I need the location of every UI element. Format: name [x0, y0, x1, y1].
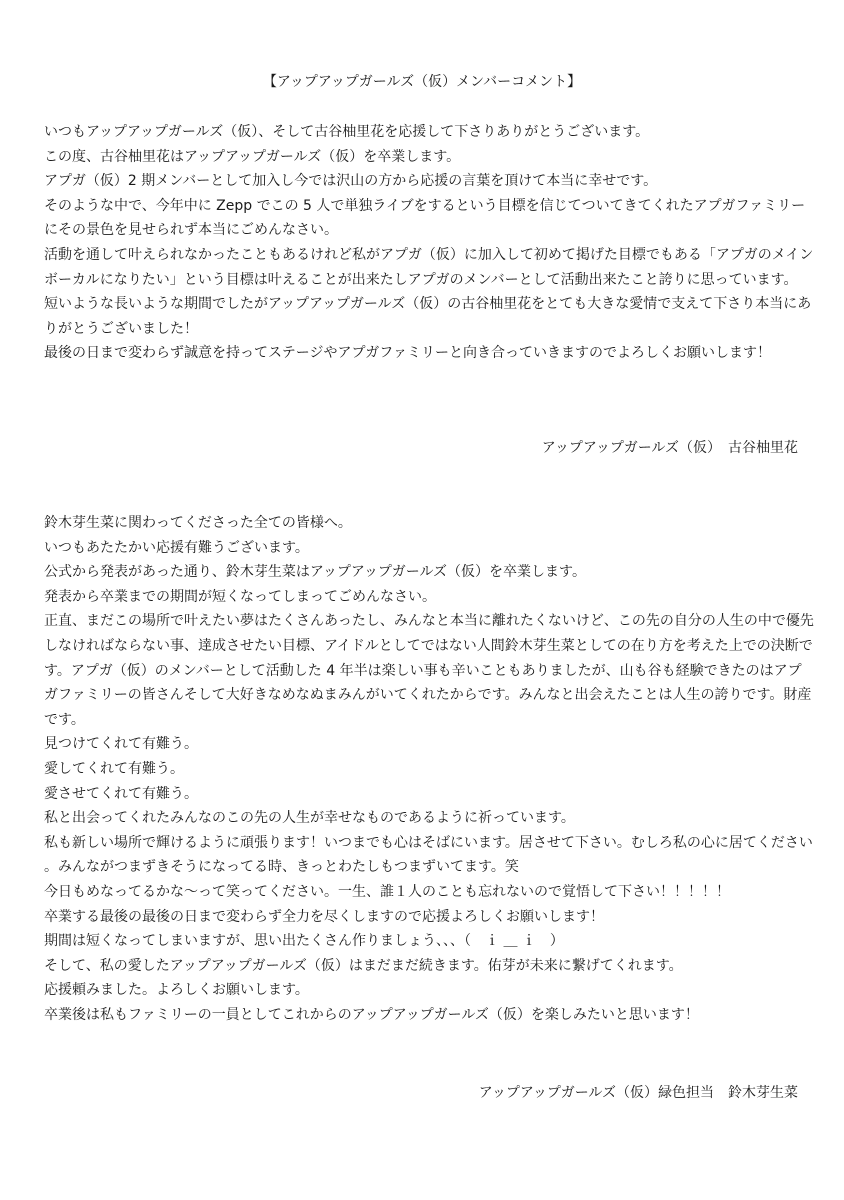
paragraph: 卒業後は私もファミリーの一員としてこれからのアップアップガールズ（仮）を楽しみたいと思います！ — [44, 1006, 699, 1023]
paragraph: そのような中で、今年中に Zepp でこの 5 人で単独ライブをするという目標を信じてついてきてくれたアプガファミリーにその景色を見せられず本当にごめんなさい。 — [44, 197, 806, 239]
paragraph: アプガ（仮）2 期メンバーとして加入し今では沢山の方から応援の言葉を頂けて本当に幸せです。 — [44, 173, 658, 190]
paragraph: いつもアップアップガールズ（仮）、そして古谷柚里花を応援して下さりありがとうございます。 — [44, 124, 650, 140]
paragraph: 愛してくれて有難う。 — [44, 760, 184, 777]
paragraph: 発表から卒業までの期間が短くなってしまってごめんなさい。 — [44, 588, 436, 605]
paragraph: 公式から発表があった通り、鈴木芽生菜はアップアップガールズ（仮）を卒業します。 — [44, 564, 586, 581]
paragraph: 今日もめなってるかな〜って笑ってください。一生、誰１人のことも忘れないので覚悟して下さい！！！！！ — [44, 883, 730, 900]
paragraph: 見つけてくれて有難う。 — [44, 736, 198, 753]
member-comment-furuya — [44, 120, 814, 366]
paragraph: 卒業する最後の最後の日まで変わらず全力を尽くしますので応援よろしくお願いします！ — [44, 908, 604, 925]
paragraph: 応援頼みました。よろしくお願いします。 — [44, 982, 309, 999]
paragraph: 私も新しい場所で輝けるように頑張ります！いつまでも心はそばにいます。居させて下さい。むしろ私の心に居てください。みんながつまずきそうになってる時、きっとわたしもつまずいてます。笑 — [44, 834, 813, 876]
paragraph: 愛させてくれて有難う。 — [44, 785, 198, 802]
signature-suzuki: アップアップガールズ（仮）緑色担当 鈴木芽生菜 — [478, 1085, 798, 1101]
paragraph: いつもあたたかい応援有難うございます。 — [44, 539, 309, 556]
paragraph: この度、古谷柚里花はアップアップガールズ（仮）を卒業します。 — [44, 148, 461, 165]
paragraph: 期間は短くなってしまいますが、思い出たくさん作りましょう、、、（ ｉ ＿ ｉ ） — [44, 933, 564, 950]
paragraph: 活動を通して叶えられなかったこともあるけれど私がアプガ（仮）に加入して初めて掲げた目標でもある「アプガのメインボーカルになりたい」という目標は叶えることが出来たしアプガのメンバーとして活動出来たこと誇りに思っています。 — [44, 246, 814, 288]
paragraph: 短いような長いような期間でしたがアップアップガールズ（仮）の古谷柚里花をとても大きな愛情で支えて下さり本当にありがとうございました！ — [44, 296, 812, 337]
paragraph: 最後の日まで変わらず誠意を持ってステージやアプガファミリーと向き合っていきますのでよろしくお願いします！ — [44, 345, 772, 362]
document-title: 【アップアップガールズ（仮）メンバーコメント】 — [262, 74, 582, 90]
paragraph: 鈴木芽生菜に関わってくださった全ての皆様へ。 — [44, 515, 352, 531]
paragraph: 私と出会ってくれたみんなのこの先の人生が幸せなものであるように祈っています。 — [44, 810, 575, 827]
paragraph: そして、私の愛したアップアップガールズ（仮）はまだまだ続きます。佑芽が未来に繋げてくれます。 — [44, 957, 683, 974]
member-comment-suzuki — [44, 511, 814, 1027]
paragraph: 正直、まだこの場所で叶えたい夢はたくさんあったし、みんなと本当に離れたくないけど、この先の自分の人生の中で優先しなければならない事、達成させたい目標、アイドルとしてではない人間鈴木芽生菜としての在り方を考えた上での決断です。アプガ（仮）のメンバーとして活動した 4 年半は楽しい事も辛いこともありましたが、山も谷も経験できたのはアプガファミリーの皆さんそして大好きなめなぬまみんがいてくれたからです。みんなと出会えたことは人生の誇りです。財産です。 — [44, 613, 814, 728]
signature-furuya: アップアップガールズ（仮） 古谷柚里花 — [541, 440, 798, 456]
